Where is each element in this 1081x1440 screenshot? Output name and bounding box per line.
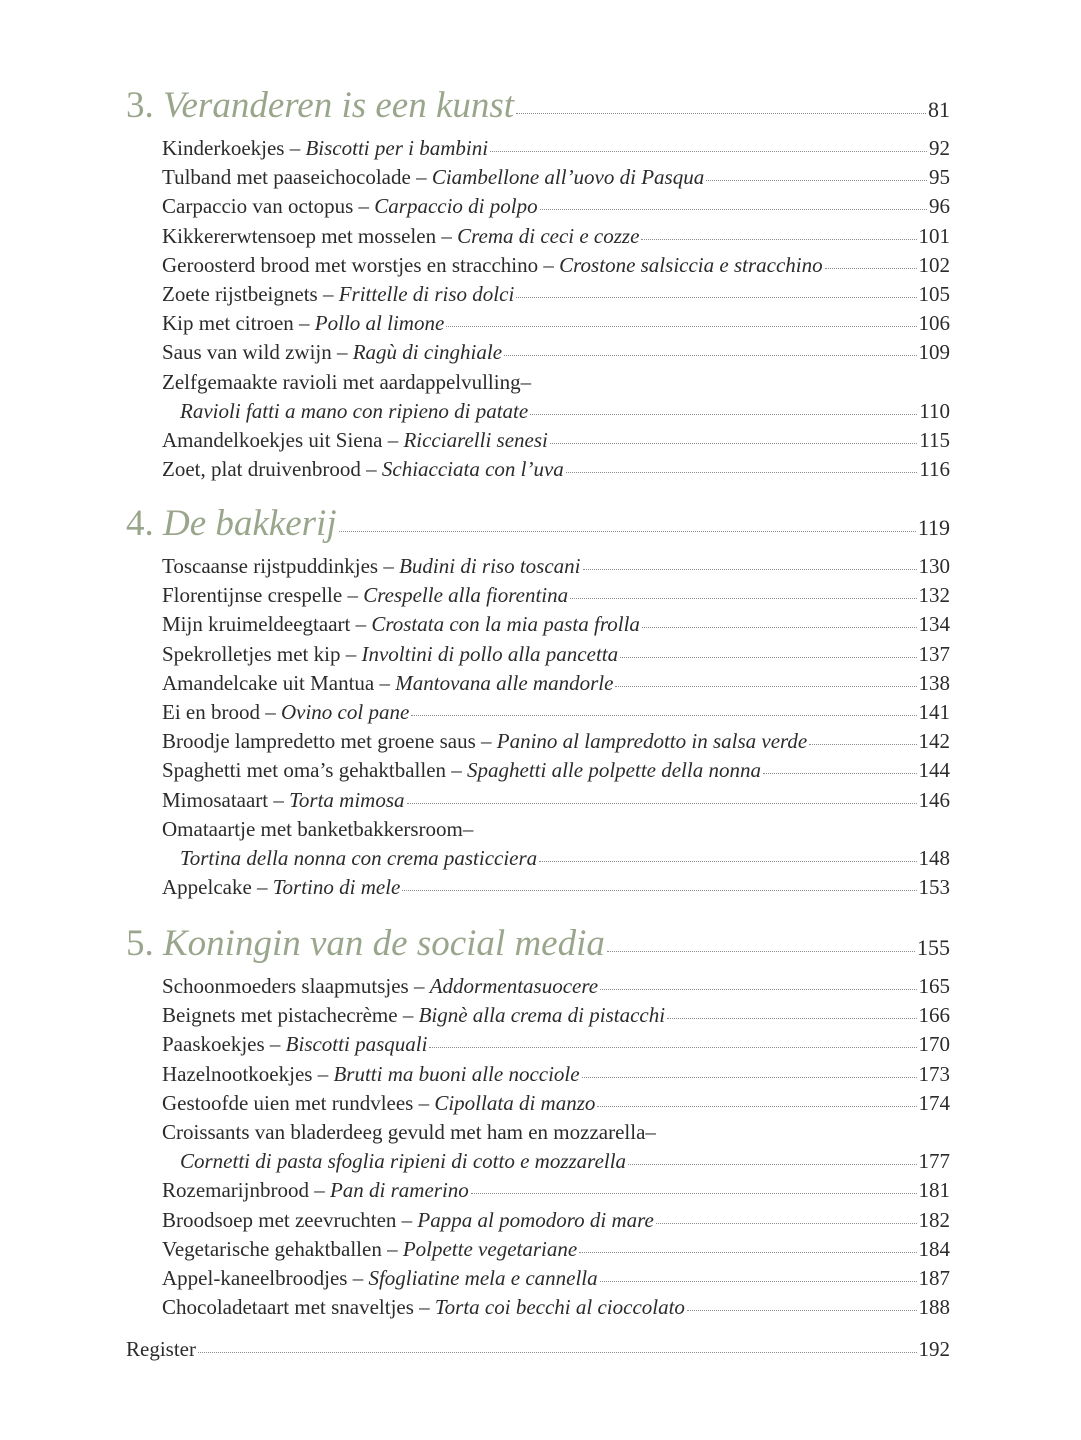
entry-italian-title: Crostone salsiccia e stracchino: [559, 252, 823, 277]
toc-entry[interactable]: [162, 194, 950, 223]
toc-entry[interactable]: [162, 370, 950, 399]
entry-page-number: 165: [918, 974, 950, 998]
toc-entry[interactable]: [162, 428, 950, 457]
entry-separator: –: [317, 1061, 329, 1086]
entry-page-number: 144: [918, 758, 950, 783]
dot-leader: [628, 1164, 916, 1165]
entry-separator: –: [451, 758, 462, 783]
entry-page-number: 181: [918, 1178, 950, 1203]
toc-entry[interactable]: [162, 758, 950, 787]
dot-leader: [566, 472, 917, 473]
dot-leader: [198, 1352, 917, 1353]
toc-entry[interactable]: [162, 1003, 950, 1032]
entry-separator: –: [345, 641, 357, 666]
entry-italian-title: Addormentasuocere: [429, 974, 599, 998]
entry-italian-title: Polpette vegetariane: [402, 1236, 578, 1261]
toc-entry[interactable]: [162, 612, 950, 641]
toc-entry[interactable]: [162, 788, 950, 817]
entry-page-number: 101: [918, 223, 950, 248]
toc-entry[interactable]: [162, 1120, 950, 1149]
dot-leader: [446, 326, 916, 327]
entry-separator: –: [336, 340, 348, 365]
entry-dutch-title: Florentijnse crespelle: [162, 583, 343, 608]
entry-page-number: 109: [918, 340, 950, 365]
entry-dutch-title: Tulband met paaseichocolade: [162, 165, 411, 190]
entry-page-number: 166: [918, 1003, 950, 1028]
entry-dutch-title: Broodsoep met zeevruchten: [162, 1207, 397, 1232]
entry-separator: –: [347, 583, 358, 608]
entry-page-number: 188: [918, 1295, 950, 1320]
entry-page-number: 153: [918, 875, 950, 900]
entry-dutch-title: Spaghetti met oma’s gehaktballen: [162, 758, 447, 783]
dot-leader: [579, 1252, 916, 1253]
toc-entry[interactable]: [162, 671, 950, 700]
entry-italian-title: Bignè alla crema di pistacchi: [418, 1003, 666, 1028]
entry-italian-title: Panino al lampredotto in salsa verde: [496, 729, 808, 754]
entry-dutch-title: Ei en brood: [162, 700, 260, 724]
entry-dutch-title: Chocoladetaart met snaveltjes: [162, 1295, 414, 1320]
entry-separator: –: [383, 554, 394, 578]
chapter-name: Veranderen is een kunst: [163, 85, 515, 126]
toc-entry-continuation[interactable]: [180, 1149, 950, 1178]
entry-dutch-title: Omataartje met banketbakkersroom: [162, 816, 463, 841]
toc-entry[interactable]: [162, 457, 950, 486]
entry-italian-title: Pan di ramerino: [329, 1178, 469, 1203]
entry-italian-title: Cipollata di manzo: [434, 1090, 596, 1115]
chapter-page-number: 119: [917, 515, 950, 540]
toc-entry[interactable]: [162, 974, 950, 1003]
register-entry[interactable]: [126, 1337, 950, 1366]
entry-italian-title: Ovino col pane: [280, 700, 410, 724]
toc-entry[interactable]: [162, 700, 950, 729]
entry-separator: –: [416, 165, 427, 190]
entry-italian-title: Crespelle alla fiorentina: [363, 583, 569, 608]
entry-separator: –: [418, 1090, 430, 1115]
entry-italian-title: Tortino di mele: [272, 875, 401, 900]
entry-dutch-title: Spekrolletjes met kip: [162, 641, 341, 666]
dot-leader: [706, 180, 927, 181]
dot-leader: [402, 890, 916, 891]
chapter-number: 5.: [126, 923, 154, 964]
entry-italian-title: Crema di ceci e cozze: [457, 223, 640, 248]
entry-page-number: 137: [918, 641, 950, 666]
entry-dutch-title: Toscaanse rijstpuddinkjes: [162, 554, 379, 578]
entry-italian-title: Torta coi becchi al cioccolato: [434, 1295, 685, 1320]
entry-page-number: 132: [918, 583, 950, 608]
entry-dutch-title: Schoonmoeders slaapmutsjes: [162, 974, 409, 998]
entry-separator: –: [401, 1207, 413, 1232]
chapter-name: Koningin van de social media: [163, 923, 605, 964]
toc-entry[interactable]: [162, 136, 950, 165]
toc-entry[interactable]: [162, 554, 950, 583]
chapter-title: [126, 84, 514, 127]
chapter-number: 3.: [126, 85, 154, 126]
entry-page-number: 92: [929, 136, 950, 160]
dot-leader: [615, 686, 916, 687]
entry-separator: –: [322, 282, 334, 306]
entry-italian-title: Sfogliatine mela e cannella: [368, 1266, 598, 1290]
entry-page-number: 184: [918, 1236, 950, 1261]
entry-italian-title: Spaghetti alle polpette della nonna: [467, 758, 761, 783]
entry-italian-title: Budini di riso toscani: [399, 554, 581, 578]
chapter-number: 4.: [126, 503, 154, 544]
entry-page-number: 106: [918, 311, 950, 336]
chapter-name: De bakkerij: [163, 503, 337, 544]
dot-leader: [583, 569, 917, 570]
entry-separator: –: [402, 1003, 414, 1028]
dot-leader: [504, 355, 916, 356]
toc-entry[interactable]: [162, 875, 950, 904]
toc-entry[interactable]: [162, 165, 950, 194]
entry-separator: –: [355, 612, 367, 637]
entry-italian-title: Biscotti pasquali: [285, 1032, 428, 1057]
entry-page-number: 177: [918, 1149, 950, 1174]
dot-leader: [539, 861, 916, 862]
entry-dutch-title: Appelcake: [162, 875, 252, 900]
entry-dutch-title: Zelfgemaakte ravioli met aardappelvulling: [162, 369, 521, 394]
dot-leader: [600, 989, 916, 990]
dot-leader: [687, 1310, 917, 1311]
entry-italian-title: Pappa al pomodoro di mare: [417, 1207, 654, 1232]
dot-leader: [530, 414, 917, 415]
entry-dutch-title: Amandelcake uit Mantua: [162, 670, 375, 695]
entry-dutch-title: Zoet, plat druivenbrood: [162, 457, 361, 482]
dot-leader: [763, 773, 917, 774]
entry-dutch-title: Kip met citroen: [162, 311, 294, 336]
dot-leader: [642, 627, 917, 628]
entry-separator: –: [299, 311, 310, 336]
toc-entry[interactable]: [162, 1032, 950, 1061]
entry-page-number: 134: [918, 612, 950, 637]
toc-entry[interactable]: [162, 1266, 950, 1295]
chapter-heading[interactable]: [126, 922, 950, 965]
dot-leader: [825, 268, 917, 269]
entry-page-number: 187: [918, 1266, 950, 1290]
entry-italian-title: Biscotti per i bambini: [305, 136, 489, 160]
entry-page-number: 116: [919, 457, 950, 482]
entry-dutch-title: Amandelkoekjes uit Siena: [162, 428, 383, 452]
toc-entry[interactable]: [162, 1062, 950, 1091]
chapter-page-number: 81: [928, 97, 950, 122]
dot-leader: [339, 531, 916, 532]
dot-leader: [407, 803, 917, 804]
entry-separator: –: [257, 875, 268, 900]
entry-dutch-title: Gestoofde uien met rundvlees: [162, 1090, 414, 1115]
entry-italian-title: Ragù di cinghiale: [352, 340, 503, 365]
entry-italian-title: Schiacciata con l’uva: [381, 457, 564, 482]
toc-entry[interactable]: [162, 311, 950, 340]
toc-entry[interactable]: [162, 282, 950, 311]
entry-page-number: 96: [929, 194, 950, 219]
toc-entry[interactable]: [162, 224, 950, 253]
entry-separator: –: [265, 700, 276, 724]
entry-page-number: 102: [918, 252, 950, 277]
entry-dutch-title: Appel-kaneelbroodjes: [162, 1266, 348, 1290]
entry-italian-title: Frittelle di riso dolci: [338, 282, 515, 306]
register-label: Register: [126, 1337, 196, 1361]
entry-dutch-title: Vegetarische gehaktballen: [162, 1236, 382, 1261]
entry-italian-title: Tortina della nonna con crema pasticciera: [180, 846, 538, 870]
entry-separator: –: [387, 1236, 398, 1261]
entry-dutch-title: Paaskoekjes: [162, 1032, 265, 1057]
entry-dutch-title: Carpaccio van octopus: [162, 194, 354, 219]
dot-leader: [582, 1077, 917, 1078]
dot-leader: [620, 657, 916, 658]
entry-separator: –: [419, 1295, 430, 1320]
entry-page-number: 170: [918, 1032, 950, 1057]
toc-entry-continuation[interactable]: [180, 399, 950, 428]
entry-page-number: 95: [929, 165, 950, 190]
toc-entry-continuation[interactable]: [180, 846, 950, 875]
entry-italian-title: Involtini di pollo alla pancetta: [361, 641, 619, 666]
toc-entry[interactable]: [162, 729, 950, 758]
entry-dutch-title: Mimosataart: [162, 787, 269, 812]
entry-page-number: 138: [918, 670, 950, 695]
entry-dutch-title: Zoete rijstbeignets: [162, 282, 318, 306]
entry-page-number: 141: [918, 700, 950, 724]
dot-leader: [516, 113, 926, 114]
entry-italian-title: Carpaccio di polpo: [374, 194, 538, 219]
dot-leader: [809, 744, 916, 745]
toc-entry[interactable]: [162, 253, 950, 282]
entry-italian-title: Cornetti di pasta sfoglia ripieni di cotto e mozzarella: [180, 1149, 627, 1174]
entry-italian-title: Ravioli fatti a mano con ripieno di patate: [180, 398, 529, 423]
entry-dutch-title: Hazelnootkoekjes: [162, 1061, 313, 1086]
dot-leader: [570, 598, 916, 599]
entry-separator: –: [441, 223, 452, 248]
toc-entry[interactable]: [162, 642, 950, 671]
dot-leader: [607, 951, 915, 952]
entry-separator: –: [387, 428, 399, 452]
dot-leader: [411, 715, 916, 716]
entry-separator: –: [462, 816, 474, 841]
entry-page-number: 130: [918, 554, 950, 578]
entry-page-number: 148: [918, 846, 950, 870]
chapter-title: [126, 502, 337, 545]
dot-leader: [490, 151, 927, 152]
entry-separator: –: [269, 1032, 281, 1057]
chapter-page-number: 155: [917, 935, 950, 960]
entry-italian-title: Brutti ma buoni alle nocciole: [333, 1061, 580, 1086]
toc-entry[interactable]: [162, 1295, 950, 1324]
toc-entry[interactable]: [162, 1091, 950, 1120]
entry-dutch-title: Geroosterd brood met worstjes en stracchino: [162, 252, 539, 277]
entry-separator: –: [413, 974, 425, 998]
entry-separator: –: [366, 457, 377, 482]
toc-entry[interactable]: [162, 583, 950, 612]
dot-leader: [641, 239, 916, 240]
chapter-heading[interactable]: [126, 502, 950, 545]
entry-separator: –: [520, 369, 532, 394]
entry-dutch-title: Mijn kruimeldeegtaart: [162, 612, 351, 637]
entry-page-number: 182: [918, 1207, 950, 1232]
entry-separator: –: [314, 1178, 325, 1203]
entry-dutch-title: Beignets met pistachecrème: [162, 1003, 398, 1028]
entry-dutch-title: Kinderkoekjes: [162, 136, 285, 160]
entry-dutch-title: Kikkererwtensoep met mosselen: [162, 223, 437, 248]
toc-entry[interactable]: [162, 1208, 950, 1237]
entry-separator: –: [273, 787, 284, 812]
entry-separator: –: [379, 670, 391, 695]
dot-leader: [667, 1018, 916, 1019]
dot-leader: [597, 1106, 916, 1107]
toc-entry[interactable]: [162, 1178, 950, 1207]
entry-separator: –: [358, 194, 370, 219]
chapter-heading[interactable]: [126, 84, 950, 127]
entry-separator: –: [289, 136, 301, 160]
toc-entry[interactable]: [162, 340, 950, 369]
toc-entry[interactable]: [162, 817, 950, 846]
entry-separator: –: [352, 1266, 364, 1290]
entry-separator: –: [645, 1120, 656, 1144]
dot-leader: [550, 443, 917, 444]
dot-leader: [540, 209, 927, 210]
entry-separator: –: [543, 252, 554, 277]
entry-page-number: 142: [918, 729, 950, 754]
entry-page-number: 115: [919, 428, 950, 452]
entry-page-number: 105: [918, 282, 950, 306]
entry-dutch-title: Rozemarijnbrood: [162, 1178, 309, 1203]
entry-page-number: 173: [918, 1061, 950, 1086]
entry-italian-title: Ricciarelli senesi: [403, 428, 548, 452]
dot-leader: [429, 1047, 916, 1048]
dot-leader: [516, 297, 916, 298]
entry-separator: –: [481, 729, 492, 754]
toc-entry[interactable]: [162, 1237, 950, 1266]
entry-dutch-title: Croissants van bladerdeeg gevuld met ham en mozzarella: [162, 1120, 646, 1144]
entry-page-number: 110: [919, 398, 950, 423]
entry-italian-title: Mantovana alle mandorle: [395, 670, 614, 695]
register-page-number: 192: [918, 1337, 950, 1361]
entry-dutch-title: Broodje lampredetto met groene saus: [162, 729, 476, 754]
entry-italian-title: Crostata con la mia pasta frolla: [371, 612, 640, 637]
entry-page-number: 174: [918, 1090, 950, 1115]
entry-italian-title: Torta mimosa: [289, 787, 405, 812]
dot-leader: [471, 1193, 917, 1194]
entry-dutch-title: Saus van wild zwijn: [162, 340, 332, 365]
dot-leader: [656, 1223, 917, 1224]
dot-leader: [600, 1281, 917, 1282]
entry-italian-title: Pollo al limone: [314, 311, 445, 336]
entry-page-number: 146: [918, 787, 950, 812]
entry-italian-title: Ciambellone all’uovo di Pasqua: [431, 165, 705, 190]
chapter-title: [126, 922, 605, 965]
